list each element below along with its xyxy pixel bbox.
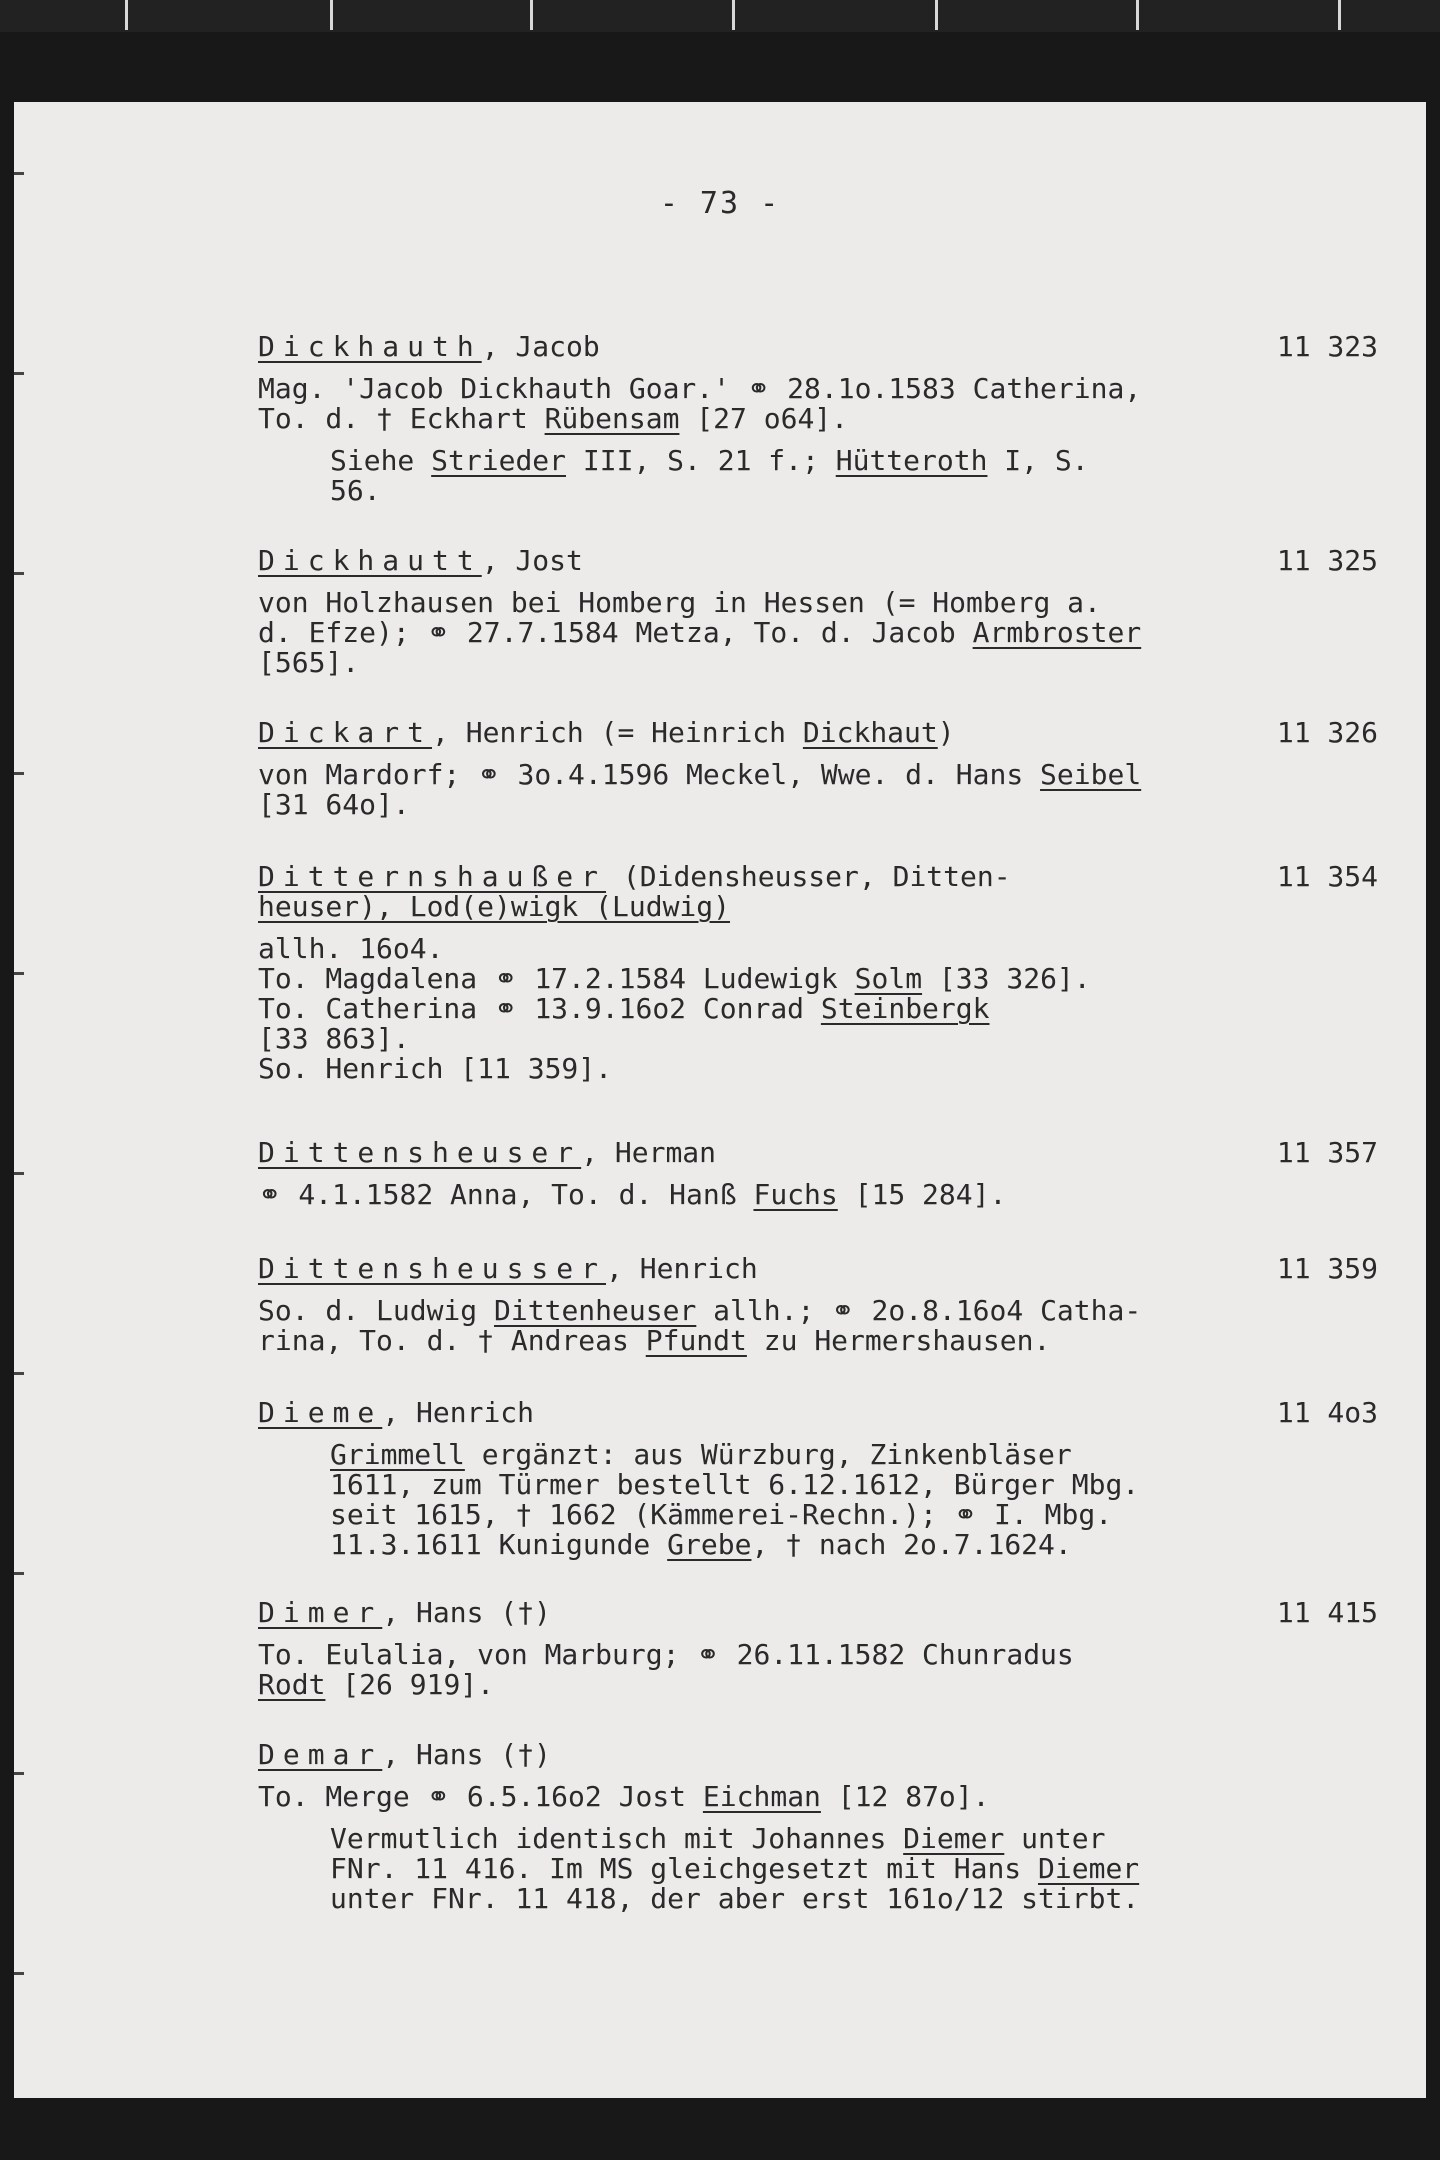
- cross-reference-name: Grebe: [667, 1528, 752, 1561]
- entry-dieme: [258, 1398, 1378, 1560]
- entry-line: To. d. † Eckhart Rübensam [27 o64].: [258, 402, 849, 435]
- edge-mark: [14, 372, 24, 375]
- film-notch: [530, 0, 533, 30]
- source-reference: Hütteroth: [835, 444, 988, 477]
- entry-dittensheusser: [258, 1254, 1378, 1356]
- cross-reference-name: Dittenheuser: [494, 1294, 697, 1327]
- document-page: [14, 102, 1426, 2098]
- entry-heading: Dickhautt, Jost: [258, 544, 583, 577]
- entry-line: So. Henrich [11 359].: [258, 1052, 613, 1085]
- entry-heading: Dickart, Henrich (= Heinrich Dickhaut): [258, 716, 955, 749]
- entry-note: 56.: [330, 474, 381, 507]
- family-number: 11 359: [1276, 1252, 1378, 1285]
- surname: Ditternshaußer: [258, 860, 607, 893]
- surname: Dittensheuser: [258, 1136, 582, 1169]
- entry-heading-continued: heuser), Lod(e)wigk (Ludwig): [258, 890, 731, 923]
- edge-mark: [14, 1972, 24, 1975]
- entry-line: [33 863].: [258, 1022, 410, 1055]
- surname: Dickhauth: [258, 330, 482, 363]
- entry-line: rina, To. d. † Andreas Pfundt zu Hermershausen.: [258, 1324, 1051, 1357]
- entry-ditternshausser: [258, 862, 1378, 1084]
- entry-heading: Dittensheusser, Henrich: [258, 1252, 758, 1285]
- film-notch: [1338, 0, 1341, 30]
- entry-heading: Dimer, Hans (†): [258, 1596, 551, 1629]
- entry-heading: Dickhauth, Jacob: [258, 330, 600, 363]
- entry-note: seit 1615, † 1662 (Kämmerei-Rechn.); ⚭ I. Mbg.: [330, 1498, 1113, 1531]
- edge-mark: [14, 972, 24, 975]
- source-reference: Strieder: [431, 444, 567, 477]
- entry-demar: [258, 1740, 1378, 1914]
- family-number: 11 4o3: [1276, 1396, 1378, 1429]
- entry-line: von Holzhausen bei Homberg in Hessen (= Homberg a.: [258, 586, 1101, 619]
- entry-line: To. Catherina ⚭ 13.9.16o2 Conrad Steinbergk: [258, 992, 990, 1025]
- surname: Dieme: [258, 1396, 383, 1429]
- cross-reference-name: Diemer: [1038, 1852, 1140, 1885]
- page-number: - 73 -: [659, 186, 781, 221]
- surname: Dimer: [258, 1596, 383, 1629]
- surname: Dickart: [258, 716, 433, 749]
- film-notch: [330, 0, 333, 30]
- edge-mark: [14, 1572, 24, 1575]
- cross-reference-name: Armbroster: [972, 616, 1142, 649]
- film-notch: [1136, 0, 1139, 30]
- cross-reference-name: Steinbergk: [820, 992, 990, 1025]
- cross-reference-name: Diemer: [903, 1822, 1005, 1855]
- surname: Dickhautt: [258, 544, 482, 577]
- family-number: 11 357: [1276, 1136, 1378, 1169]
- cross-reference-name: Dickhaut: [802, 716, 938, 749]
- edge-mark: [14, 772, 24, 775]
- family-number: 11 325: [1276, 544, 1378, 577]
- edge-mark: [14, 172, 24, 175]
- surname: Demar: [258, 1738, 383, 1771]
- entry-dittensheuser: [258, 1138, 1378, 1210]
- family-number: 11 354: [1276, 860, 1378, 893]
- entry-note: Vermutlich identisch mit Johannes Diemer unter: [330, 1822, 1106, 1855]
- entry-heading: Dieme, Henrich: [258, 1396, 535, 1429]
- entry-line: So. d. Ludwig Dittenheuser allh.; ⚭ 2o.8.16o4 Catha-: [258, 1294, 1142, 1327]
- entry-line: [31 64o].: [258, 788, 410, 821]
- film-notch: [125, 0, 128, 30]
- family-number: 11 323: [1276, 330, 1378, 363]
- entry-note: Grimmell ergänzt: aus Würzburg, Zinkenbläser: [330, 1438, 1072, 1471]
- entry-note: Siehe Strieder III, S. 21 f.; Hütteroth I, S.: [330, 444, 1089, 477]
- film-strip-top: [0, 0, 1440, 32]
- entry-line: ⚭ 4.1.1582 Anna, To. d. Hanß Fuchs [15 284].: [258, 1178, 1007, 1211]
- entry-heading: Ditternshaußer (Didensheusser, Ditten-: [258, 860, 1011, 893]
- entry-line: d. Efze); ⚭ 27.7.1584 Metza, To. d. Jacob Armbroster: [258, 616, 1142, 649]
- source-reference: Grimmell: [330, 1438, 465, 1471]
- cross-reference-name: Fuchs: [753, 1178, 838, 1211]
- surname: Dittensheusser: [258, 1252, 607, 1285]
- cross-reference-name: Seibel: [1040, 758, 1142, 791]
- entry-line: To. Eulalia, von Marburg; ⚭ 26.11.1582 Chunradus: [258, 1638, 1074, 1671]
- entry-note: FNr. 11 416. Im MS gleichgesetzt mit Hans Diemer: [330, 1852, 1140, 1885]
- entry-dickhauth: [258, 332, 1378, 506]
- edge-mark: [14, 1172, 24, 1175]
- edge-mark: [14, 1772, 24, 1775]
- family-number: 11 326: [1276, 716, 1378, 749]
- entry-note: 11.3.1611 Kunigunde Grebe, † nach 2o.7.1624.: [330, 1528, 1072, 1561]
- film-notch: [732, 0, 735, 30]
- entry-heading: Dittensheuser, Herman: [258, 1136, 717, 1169]
- cross-reference-name: Solm: [854, 962, 923, 995]
- film-notch: [935, 0, 938, 30]
- cross-reference-name: Eichman: [702, 1780, 821, 1813]
- entry-line: [565].: [258, 646, 360, 679]
- entry-line: Mag. 'Jacob Dickhauth Goar.' ⚭ 28.1o.1583 Catherina,: [258, 372, 1142, 405]
- entry-line: von Mardorf; ⚭ 3o.4.1596 Meckel, Wwe. d. Hans Seibel: [258, 758, 1142, 791]
- entry-line: To. Magdalena ⚭ 17.2.1584 Ludewigk Solm [33 326].: [258, 962, 1091, 995]
- entry-dimer: [258, 1598, 1378, 1700]
- entry-line: To. Merge ⚭ 6.5.16o2 Jost Eichman [12 87o].: [258, 1780, 990, 1813]
- entry-note: 1611, zum Türmer bestellt 6.12.1612, Bürger Mbg.: [330, 1468, 1140, 1501]
- cross-reference-name: Pfundt: [645, 1324, 747, 1357]
- cross-reference-name: Rodt: [258, 1668, 326, 1701]
- cross-reference-name: Rübensam: [544, 402, 680, 435]
- entry-dickhautt: [258, 546, 1378, 678]
- entry-line: allh. 16o4.: [258, 932, 444, 965]
- edge-mark: [14, 1372, 24, 1375]
- entry-line: Rodt [26 919].: [258, 1668, 495, 1701]
- edge-mark: [14, 572, 24, 575]
- entry-note: unter FNr. 11 418, der aber erst 161o/12 stirbt.: [330, 1882, 1140, 1915]
- entry-dickart: [258, 718, 1378, 820]
- family-number: 11 415: [1276, 1596, 1378, 1629]
- entry-heading: Demar, Hans (†): [258, 1738, 551, 1771]
